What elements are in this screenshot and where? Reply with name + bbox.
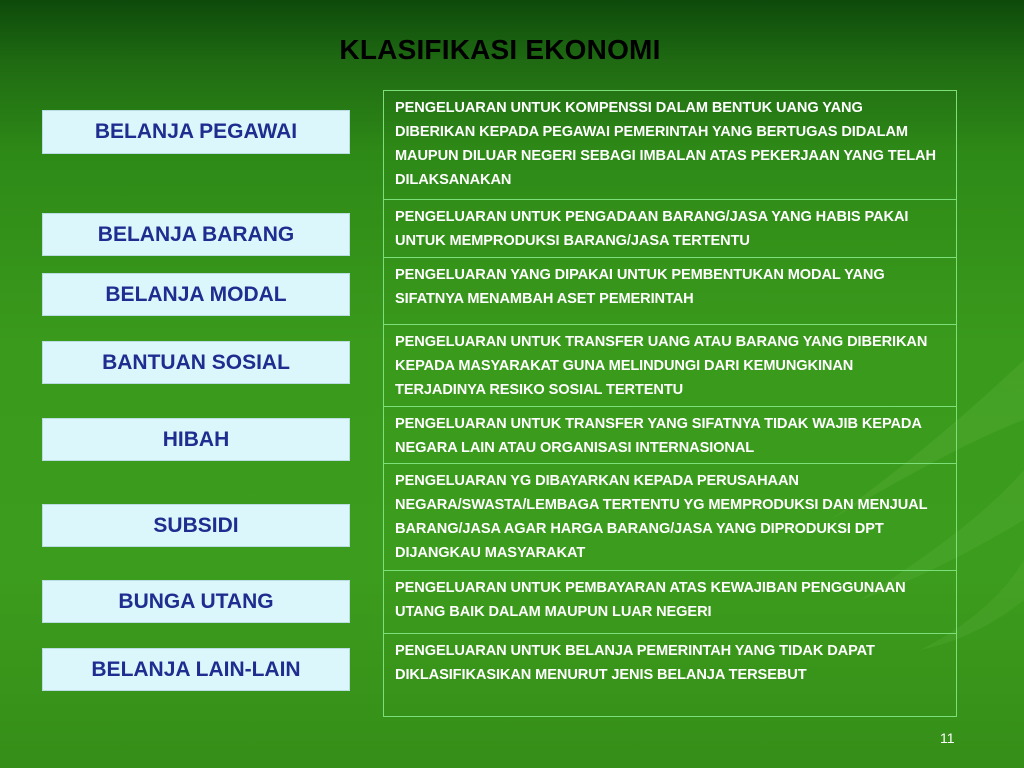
category-belanja-modal: BELANJA MODAL <box>42 273 350 316</box>
description-belanja-pegawai: PENGELUARAN UNTUK KOMPENSSI DALAM BENTUK UANG YANG DIBERIKAN KEPADA PEGAWAI PEMERINTAH YANG BERTUGAS DIDALAM MAUPUN DILUAR NEGERI SEBAGI IMBALAN ATAS PEKERJAAN YANG TELAH DILAKSANAKAN <box>384 91 956 200</box>
category-bantuan-sosial: BANTUAN SOSIAL <box>42 341 350 384</box>
description-bantuan-sosial: PENGELUARAN UNTUK TRANSFER UANG ATAU BARANG YANG DIBERIKAN KEPADA MASYARAKAT GUNA MELINDUNGI DARI KEMUNGKINAN TERJADINYA RESIKO SOSIAL TERTENTU <box>384 325 956 407</box>
page-title: KLASIFIKASI EKONOMI <box>339 34 661 65</box>
category-bunga-utang: BUNGA UTANG <box>42 580 350 623</box>
category-hibah: HIBAH <box>42 418 350 461</box>
description-subsidi: PENGELUARAN YG DIBAYARKAN KEPADA PERUSAHAAN NEGARA/SWASTA/LEMBAGA TERTENTU YG MEMPRODUKSI DAN MENJUAL BARANG/JASA AGAR HARGA BARANG/JASA YANG DIPRODUKSI DPT DIJANGKAU MASYARAKAT <box>384 464 956 571</box>
description-belanja-modal: PENGELUARAN YANG DIPAKAI UNTUK PEMBENTUKAN MODAL YANG SIFATNYA MENAMBAH ASET PEMERINTAH <box>384 258 956 325</box>
category-belanja-barang: BELANJA BARANG <box>42 213 350 256</box>
category-belanja-pegawai: BELANJA PEGAWAI <box>42 110 350 154</box>
description-belanja-barang: PENGELUARAN UNTUK PENGADAAN BARANG/JASA YANG HABIS PAKAI UNTUK MEMPRODUKSI BARANG/JASA TERTENTU <box>384 200 956 258</box>
category-subsidi: SUBSIDI <box>42 504 350 547</box>
description-hibah: PENGELUARAN UNTUK TRANSFER YANG SIFATNYA TIDAK WAJIB KEPADA NEGARA LAIN ATAU ORGANISASI INTERNASIONAL <box>384 407 956 464</box>
description-bunga-utang: PENGELUARAN UNTUK PEMBAYARAN ATAS KEWAJIBAN PENGGUNAAN UTANG BAIK DALAM MAUPUN LUAR NEGERI <box>384 571 956 634</box>
description-table <box>383 90 957 717</box>
description-belanja-lain-lain: PENGELUARAN UNTUK BELANJA PEMERINTAH YANG TIDAK DAPAT DIKLASIFIKASIKAN MENURUT JENIS BELANJA TERSEBUT <box>395 643 875 683</box>
category-belanja-lain-lain: BELANJA LAIN-LAIN <box>42 648 350 691</box>
page-number: 11 <box>940 730 955 746</box>
